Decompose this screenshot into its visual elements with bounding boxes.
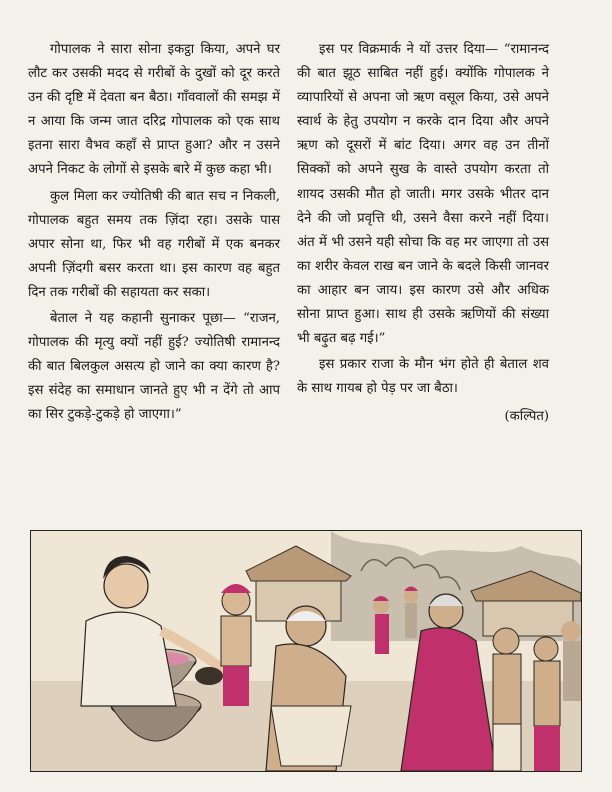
right-column — [297, 38, 549, 430]
paragraph: बेताल ने यह कहानी सुनाकर पूछा— “राजन, गोपालक की मृत्यु क्यों नहीं हुई? ज्योतिषी रामानन्द की बात बिलकुल असत्य हो जाने का क्या कारण है? इस संदेह का समाधान जानते हुए भी न देंगे तो आप का सिर टुकड़े-टुकड़े हो जाएगा।” — [28, 311, 280, 423]
left-column — [28, 38, 280, 430]
paragraph: इस पर विक्रमार्क ने यों उत्तर दिया— “रामानन्द की बात झूठ साबित नहीं हुई। क्योंकि गोपालक ने व्यापारियों से अपना जो ऋण वसूल किया, उसे अपने स्वार्थ के हेतु उपयोग न करके दान दिया और अपने ऋण को दूसरों में बांट दिया। अगर वह उन तीनों सिक्कों को अपने सुख के वास्ते उपयोग करता तो शायद उसकी मौत हो जाती। मगर उसके भीतर दान देने की जो प्रवृत्ति थी, उसने वैसा करने नहीं दिया। अंत में भी उसने यही सोचा कि वह मर जाएगा तो उस का शरीर केवल राख बन जाने के बदले किसी जानवर का आहार बन जाय। इस कारण उसे और अधिक सोना प्राप्त हुआ। साथ ही उसके ऋणियों की संख्या भी बढ़ुत बढ़ गई।” — [297, 42, 549, 347]
story-illustration — [30, 530, 582, 772]
paragraph: इस प्रकार राजा के मौन भंग होते ही बेताल शव के साथ गायब हो पेड़ पर जा बैठा। — [297, 357, 549, 397]
paragraph: गोपालक ने सारा सोना इकट्ठा किया, अपने घर लौट कर उसकी मदद से गरीबों के दुखों को दूर करते उन की दृष्टि में देवता बन बैठा। गाँववालों की समझ में न आया कि जन्म जात दरिद्र गोपालक को एक साथ इतना सारा वैभव कहाँ से प्राप्त हुआ? और न उसने अपने निकट के लोगों से इसके बारे में कुछ कहा भी। — [28, 42, 280, 178]
paragraph: कुल मिला कर ज्योतिषी की बात सच न निकली, गोपालक बहुत समय तक ज़िंदा रहा। उसके पास अपार सोना था, फिर भी वह गरीबों में एक बनकर अपनी ज़िंदगी बसर करता था। इस कारण वह बहुत दिन तक गरीबों की सहायता कर सका। — [28, 188, 280, 300]
village-scene-image — [31, 531, 581, 771]
fiction-credit: (कल्पित) — [504, 409, 549, 425]
